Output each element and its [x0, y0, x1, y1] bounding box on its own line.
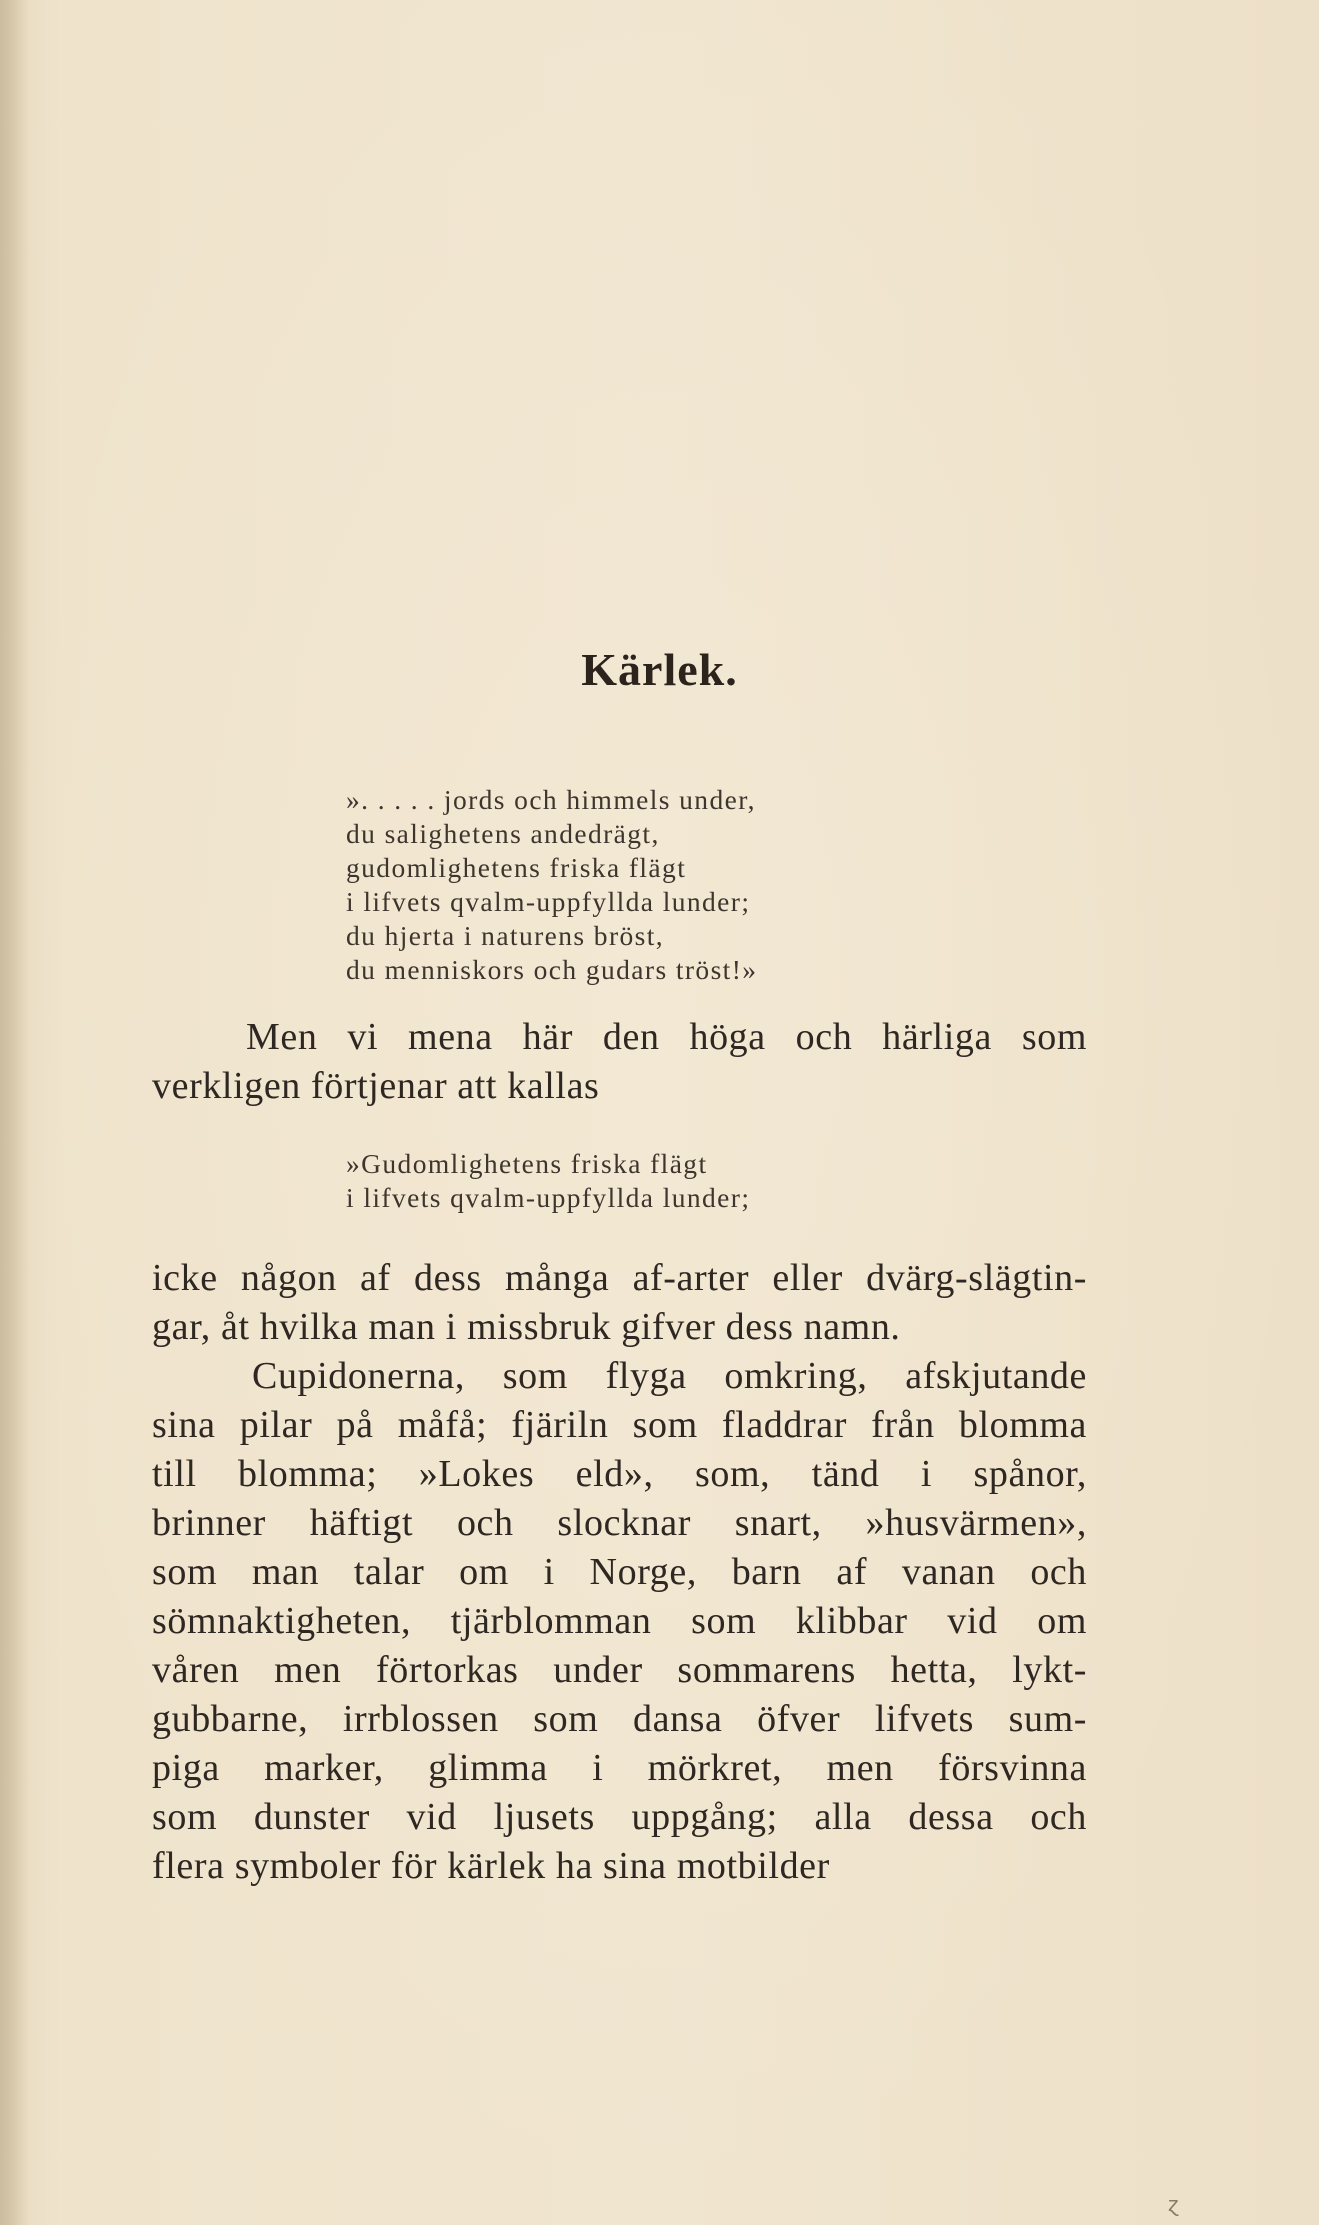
verse-quote-1 [346, 783, 757, 987]
paragraph-line: gubbarne, irrblossen som dansa öfver lifvets sum- [152, 1698, 1087, 1740]
paragraph-line: som dunster vid ljusets uppgång; alla dessa och [152, 1796, 1087, 1838]
paragraph-2 [152, 1254, 1087, 1891]
verse-line: du menniskors och gudars tröst!» [346, 954, 758, 985]
paragraph-line: piga marker, glimma i mörkret, men försvinna [152, 1747, 1087, 1789]
verse-line: i lifvets qvalm-uppfyllda lunder; [346, 886, 751, 917]
paragraph-line: våren men förtorkas under sommarens hetta, lykt- [152, 1649, 1087, 1691]
paragraph-line: icke någon af dess många af-arter eller dvärg-slägtin- [152, 1257, 1087, 1299]
paragraph-line: verkligen förtjenar att kallas [152, 1065, 600, 1107]
paragraph-line: flera symboler för kärlek ha sina motbilder [152, 1845, 830, 1887]
paragraph-1 [152, 1013, 1087, 1111]
paragraph-line: gar, åt hvilka man i missbruk gifver dess namn. [152, 1306, 901, 1348]
paragraph-line: till blomma; »Lokes eld», som, tänd i spånor, [152, 1453, 1087, 1495]
verse-line: du salighetens andedrägt, [346, 818, 660, 849]
paragraph-line: Men vi mena här den höga och härliga som [246, 1016, 1087, 1058]
paragraph-line: sömnaktigheten, tjärblomman som klibbar vid om [152, 1600, 1087, 1642]
page-gutter-shadow [0, 0, 30, 2225]
verse-line: »Gudomlighetens friska flägt [346, 1148, 708, 1179]
verse-line: gudomlighetens friska flägt [346, 852, 687, 883]
chapter-title: Kärlek. [581, 644, 738, 695]
verse-quote-2 [346, 1147, 750, 1215]
paragraph-line: sina pilar på måfå; fjäriln som fladdrar från blomma [152, 1404, 1087, 1446]
paragraph-line: som man talar om i Norge, barn af vanan och [152, 1551, 1087, 1593]
verse-line: i lifvets qvalm-uppfyllda lunder; [346, 1182, 751, 1213]
verse-line: ». . . . . jords och himmels under, [346, 784, 756, 815]
verse-line: du hjerta i naturens bröst, [346, 920, 665, 951]
paragraph-line: brinner häftigt och slocknar snart, »husvärmen», [152, 1502, 1087, 1544]
paragraph-line: Cupidonerna, som flyga omkring, afskjutande [252, 1355, 1087, 1397]
page-bottom-mark: ɀ [1168, 2192, 1179, 2216]
